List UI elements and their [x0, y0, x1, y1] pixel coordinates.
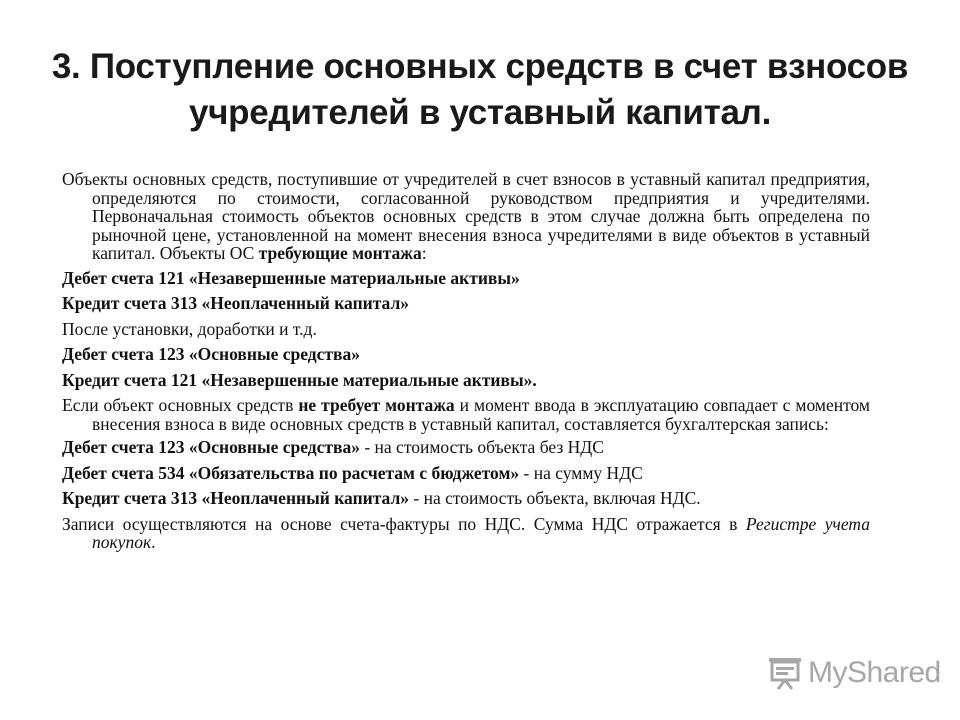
- after-install-note: После установки, доработки и т.д.: [62, 318, 317, 339]
- entry-credit-121: [62, 371, 870, 390]
- no-install-after: и момент ввода в эксплуатацию совпадает с моментом внесения взноса в виде основных средств в уставный капитал, составляется бухгалтерская запись:: [92, 395, 870, 434]
- intro-tail: :: [421, 243, 427, 263]
- slide-title-line-2: учредителей в уставный капитал.: [188, 93, 772, 132]
- intro-paragraph: [62, 170, 870, 263]
- closing-italic: Регистре учета покупок: [92, 513, 870, 552]
- entry-debit-123-text: Дебет счета 123 «Основные средства»: [62, 344, 360, 364]
- entry-debit-123: [62, 345, 870, 364]
- presentation-board-icon: [766, 656, 804, 690]
- closing-tail: .: [151, 532, 156, 552]
- slide-title: [40, 44, 920, 136]
- watermark-text: MyShared: [808, 656, 941, 689]
- entry-debit-534-rest: - на сумму НДС: [519, 462, 643, 483]
- entry-credit-121-text: Кредит счета 121 «Незавершенные материальные активы».: [62, 369, 537, 390]
- closing-paragraph: [62, 515, 870, 552]
- intro-text: Объекты основных средств, поступившие от учредителей в счет взносов в уставный капитал предприятия, определяются по стоимости, согласованной руководством предприятия и учредителями. Первоначальная стоимость объектов основных средств в этом случае должна быть определена по рыночной цене, установленной на момент внесения взноса учредителями в виде объектов в уставный капитал. Объекты ОС: [62, 169, 870, 263]
- closing-text: Записи осуществляются на основе счета-фактуры по НДС. Сумма НДС отражается в: [62, 513, 746, 534]
- entry-credit-313: [62, 294, 870, 313]
- no-install-before: Если объект основных средств: [62, 395, 299, 415]
- myshared-watermark: [766, 655, 941, 691]
- slide-title-line-1: 3. Поступление основных средств в счет взносов: [51, 47, 909, 86]
- entry-debit-534: [62, 464, 870, 483]
- entry-debit-534-bold: Дебет счета 534 «Обязательства по расчетам с бюджетом»: [62, 462, 520, 483]
- no-install-bold: не требует монтажа: [298, 395, 455, 415]
- entry-debit-123-vat-bold: Дебет счета 123 «Основные средства»: [62, 437, 360, 457]
- entry-credit-313-vat-bold: Кредит счета 313 «Неоплаченный капитал»: [62, 488, 410, 508]
- entry-debit-121: [62, 269, 870, 288]
- entry-credit-313-text: Кредит счета 313 «Неоплаченный капитал»: [62, 293, 410, 313]
- slide-body: [62, 170, 870, 558]
- entry-debit-121-text: Дебет счета 121 «Незавершенные материальные активы»: [62, 267, 520, 288]
- entry-credit-313-vat: [62, 489, 870, 508]
- no-install-paragraph: [62, 396, 870, 433]
- entry-debit-123-vat: [62, 438, 870, 457]
- entry-debit-123-vat-rest: - на стоимость объекта без НДС: [359, 437, 604, 457]
- entry-credit-313-vat-rest: - на стоимость объекта, включая НДС.: [409, 488, 701, 508]
- intro-bold-phrase: требующие монтажа: [258, 243, 422, 263]
